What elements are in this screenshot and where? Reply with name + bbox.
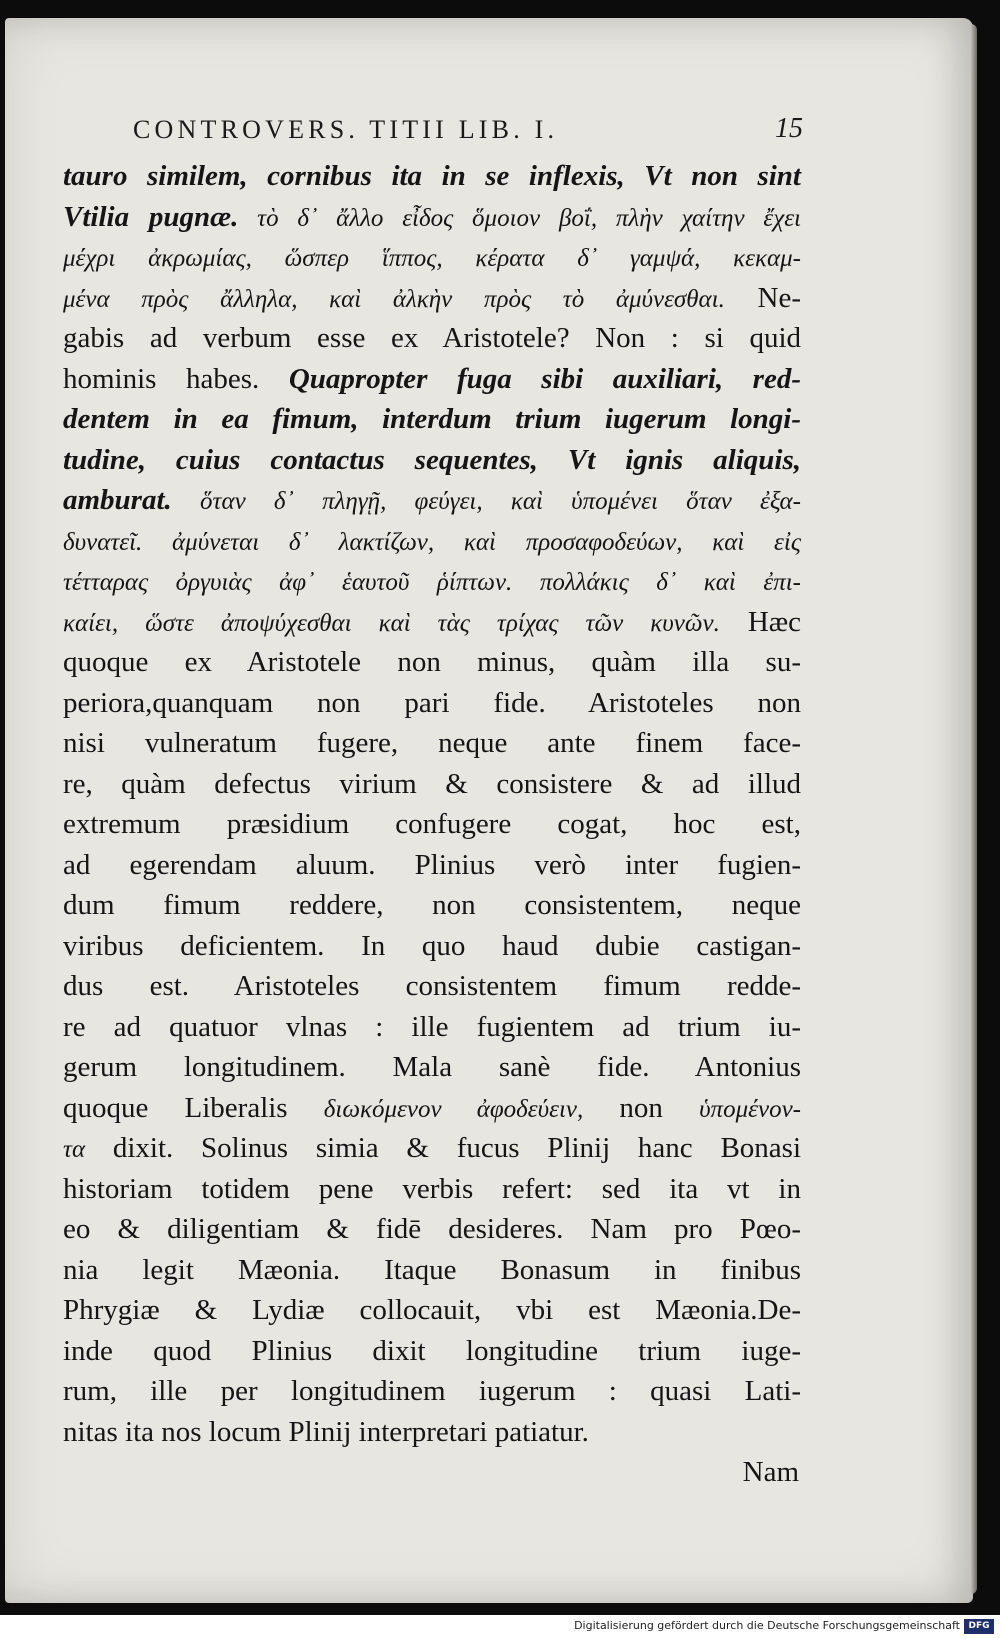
text-line bbox=[63, 1088, 801, 1129]
funding-credit: Digitalisierung gefördert durch die Deutsche Forschungsgemeinschaft bbox=[574, 1619, 960, 1632]
roman-text: quoque Liberalis bbox=[63, 1091, 324, 1124]
catchword: Nam bbox=[742, 1456, 799, 1488]
text-line bbox=[63, 966, 801, 1007]
text-line bbox=[63, 561, 801, 602]
roman-text: Phrygiæ & Lydiæ collocauit, vbi est Mæonia.De- bbox=[63, 1294, 801, 1326]
roman-text: re, quàm defectus virium & consistere & ad illud bbox=[63, 767, 801, 800]
roman-text: gabis ad verbum esse ex Aristotele? Non : si quid bbox=[63, 322, 801, 354]
text-line bbox=[63, 926, 801, 967]
roman-text: non bbox=[583, 1091, 700, 1124]
roman-text: nisi vulneratum fugere, neque ante finem face- bbox=[63, 727, 801, 759]
roman-text: nia legit Mæonia. Itaque Bonasum in finibus bbox=[63, 1253, 801, 1286]
text-line bbox=[63, 197, 801, 238]
text-line bbox=[63, 359, 801, 400]
greek-text: τὸ δ᾽ ἄλλο εἶδος ὅμοιον βοΐ, πλὴν χαίτην ἔχει bbox=[238, 204, 801, 232]
text-line bbox=[63, 156, 801, 197]
page-number: 15 bbox=[775, 113, 803, 144]
text-line bbox=[63, 440, 801, 481]
text-line bbox=[63, 683, 801, 724]
text-line bbox=[63, 237, 801, 278]
italic-text: amburat. bbox=[63, 484, 172, 516]
text-line bbox=[63, 602, 801, 643]
text-line bbox=[63, 318, 801, 359]
greek-text: τέτταρας ὀργυιὰς ἀφ᾽ ἑαυτοῦ ῥίπτων. πολλάκις δ᾽ καὶ ἐπι- bbox=[63, 569, 801, 596]
text-line bbox=[63, 1209, 801, 1250]
roman-text: dixit. Solinus simia & fucus Plinij hanc Bonasi bbox=[85, 1132, 801, 1164]
italic-text: dentem in ea fimum, interdum trium iugerum longi- bbox=[63, 403, 801, 435]
text-line bbox=[63, 480, 801, 521]
roman-text: re ad quatuor vlnas : ille fugientem ad trium iu- bbox=[63, 1010, 801, 1043]
italic-text: Quapropter fuga sibi auxiliari, red- bbox=[288, 362, 801, 395]
book-page bbox=[5, 18, 973, 1603]
text-line bbox=[63, 1169, 801, 1210]
italic-text: tudine, cuius contactus sequentes, Vt ignis aliquis, bbox=[63, 443, 801, 476]
text-line bbox=[63, 845, 801, 886]
greek-text: τα bbox=[63, 1136, 86, 1163]
roman-text: eo & diligentiam & fidē desideres. Nam pro Pœo- bbox=[63, 1213, 801, 1245]
greek-text: δυνατεῖ. ἀμύνεται δ᾽ λακτίζων, καὶ προσαφοδεύων, καὶ εἰς bbox=[63, 528, 801, 556]
roman-text: viribus deficientem. In quo haud dubie castigan- bbox=[63, 929, 801, 962]
body-text bbox=[63, 156, 801, 1493]
roman-text: gerum longitudinem. Mala sanè fide. Antonius bbox=[63, 1051, 801, 1083]
roman-text: ad egerendam aluum. Plinius verò inter fugien- bbox=[63, 848, 801, 881]
roman-text: quoque ex Aristotele non minus, quàm illa su- bbox=[63, 646, 801, 678]
text-line bbox=[63, 1412, 801, 1453]
text-line bbox=[63, 521, 801, 562]
italic-text: Vtilia pugnæ. bbox=[63, 200, 239, 233]
text-line bbox=[63, 1371, 801, 1412]
text-line bbox=[63, 885, 801, 926]
roman-text: Hæc bbox=[719, 605, 801, 638]
text-line bbox=[63, 723, 801, 764]
running-head: CONTROVERS. TITII LIB. I. bbox=[133, 115, 559, 144]
text-line bbox=[63, 1331, 801, 1372]
dfg-logo: DFG bbox=[964, 1619, 994, 1634]
greek-text: μένα πρὸς ἄλληλα, καὶ ἀλκὴν πρὸς τὸ ἀμύνεσθαι. bbox=[63, 285, 725, 313]
page-header bbox=[133, 113, 803, 153]
text-line bbox=[63, 1047, 801, 1088]
text-line bbox=[63, 804, 801, 845]
greek-text: καίει, ὥστε ἀποψύχεσθαι καὶ τὰς τρίχας τῶν κυνῶν. bbox=[63, 609, 720, 637]
roman-text: periora,quanquam non pari fide. Aristoteles non bbox=[63, 686, 801, 719]
footer-bar bbox=[0, 1615, 1000, 1639]
roman-text: rum, ille per longitudinem iugerum : quasi Lati- bbox=[63, 1375, 801, 1407]
roman-text: Ne- bbox=[724, 281, 801, 314]
page-edge bbox=[971, 24, 977, 1594]
italic-text: tauro similem, cornibus ita in se inflexis, Vt non sint bbox=[63, 160, 801, 192]
text-line bbox=[63, 1290, 801, 1331]
text-line bbox=[63, 1250, 801, 1291]
text-line bbox=[63, 278, 801, 319]
roman-text: extremum præsidium confugere cogat, hoc est, bbox=[63, 808, 801, 840]
roman-text: dus est. Aristoteles consistentem fimum redde- bbox=[63, 970, 801, 1002]
text-line bbox=[63, 642, 801, 683]
greek-text: διωκόμενον ἀφοδεύειν, bbox=[323, 1095, 584, 1123]
roman-text: hominis habes. bbox=[63, 362, 289, 395]
text-line bbox=[63, 1128, 801, 1169]
text-line bbox=[63, 764, 801, 805]
roman-text: dum fimum reddere, non consistentem, neque bbox=[63, 889, 801, 921]
roman-text: historiam totidem pene verbis refert: sed ita vt in bbox=[63, 1172, 801, 1205]
roman-text: inde quod Plinius dixit longitudine trium iuge- bbox=[63, 1334, 801, 1367]
greek-text: μέχρι ἀκρωμίας, ὥσπερ ἵππος, κέρατα δ᾽ γαμψά, κεκαμ- bbox=[63, 245, 801, 272]
text-line bbox=[63, 399, 801, 440]
greek-text: ὑπομένον- bbox=[699, 1095, 801, 1123]
greek-text: ὅταν δ᾽ πληγῇ, φεύγει, καὶ ὑπομένει ὅταν ἐξα- bbox=[171, 488, 801, 515]
text-line bbox=[63, 1007, 801, 1048]
roman-text: nitas ita nos locum Plinij interpretari patiatur. bbox=[63, 1415, 589, 1448]
